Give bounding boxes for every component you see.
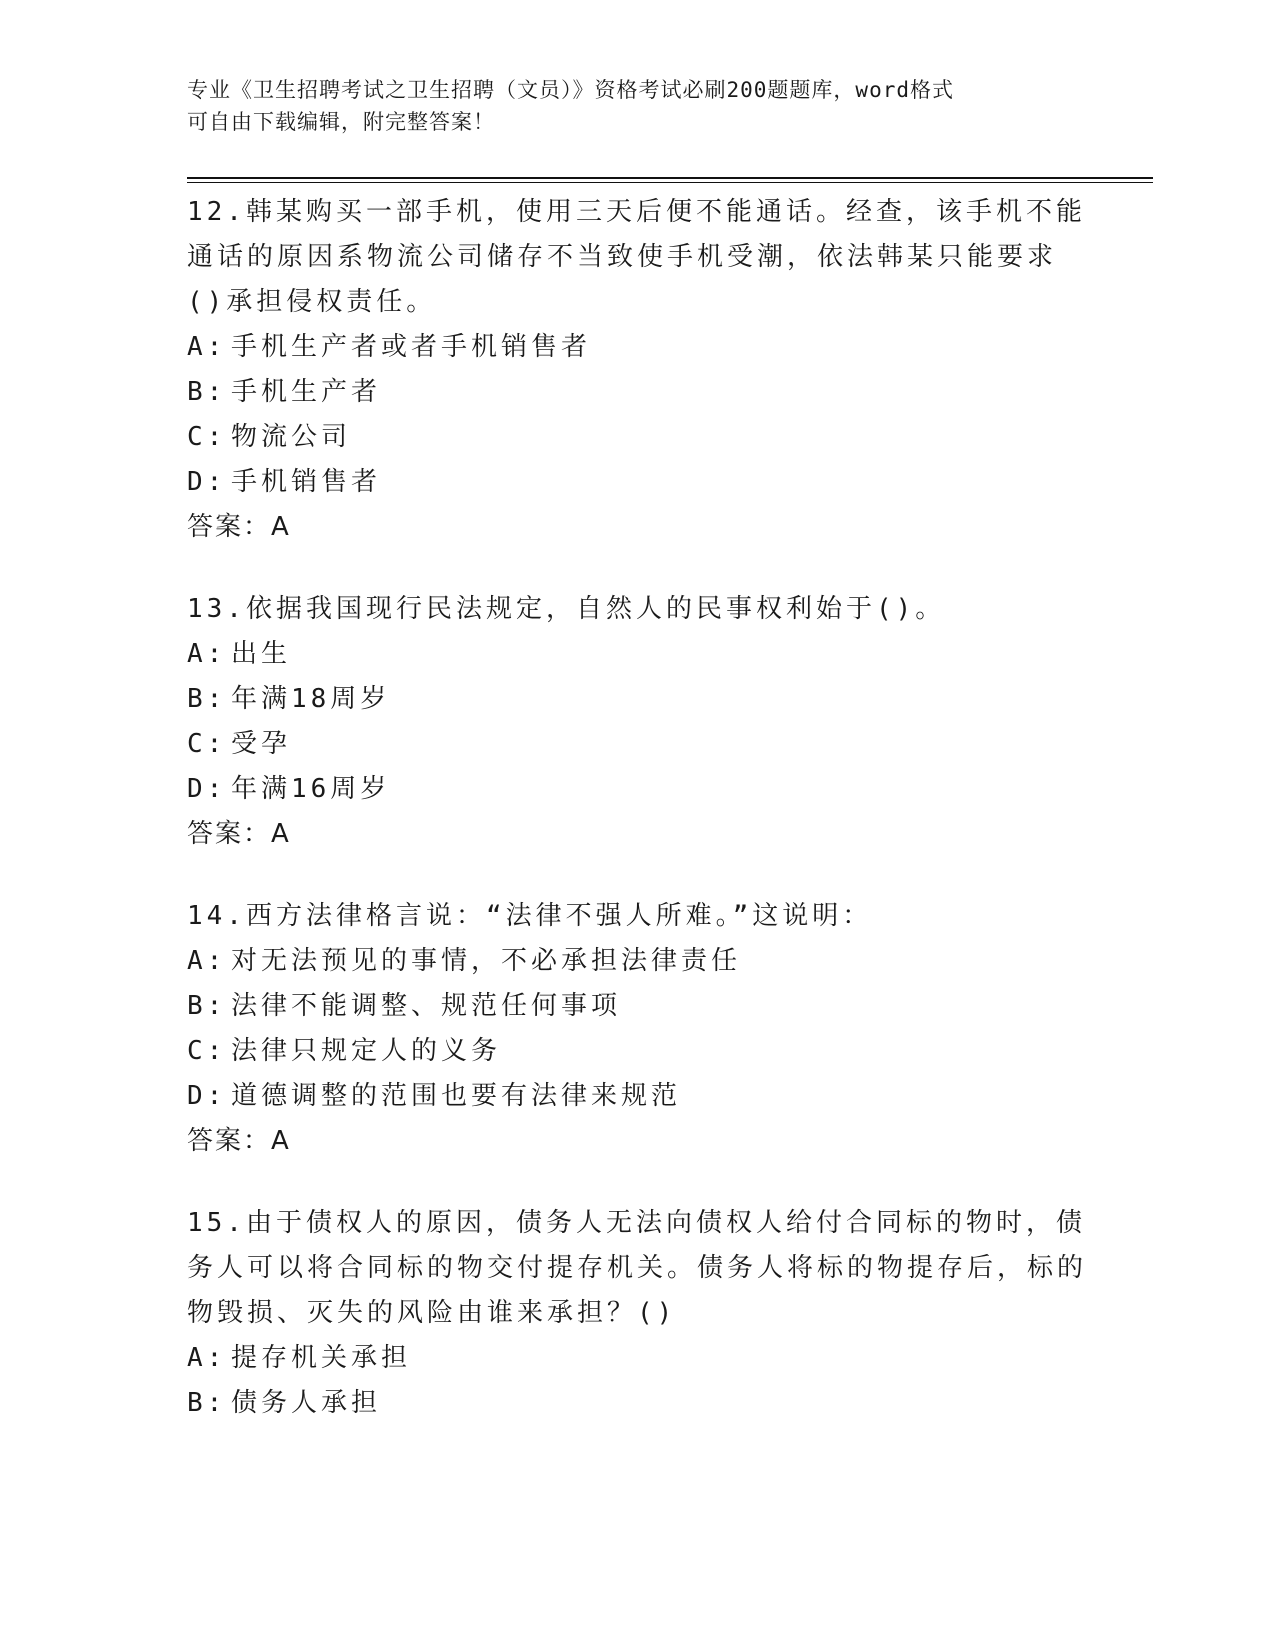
option-c bbox=[187, 1029, 1087, 1074]
option-c bbox=[187, 722, 1087, 767]
option-key: D: bbox=[187, 1081, 227, 1111]
option-text: 道德调整的范围也要有法律来规范 bbox=[231, 1081, 682, 1111]
header-divider-thick bbox=[187, 177, 1153, 179]
option-d bbox=[187, 460, 1087, 505]
option-text: 手机生产者或者手机销售者 bbox=[231, 332, 592, 362]
document-header bbox=[187, 74, 1087, 138]
option-key: C: bbox=[187, 422, 227, 452]
option-key: B: bbox=[187, 684, 227, 714]
option-key: D: bbox=[187, 467, 227, 497]
question-list bbox=[187, 190, 1087, 1463]
option-text: 法律只规定人的义务 bbox=[231, 1036, 502, 1066]
option-key: C: bbox=[187, 1036, 227, 1066]
option-text: 债务人承担 bbox=[231, 1388, 382, 1418]
option-text: 出生 bbox=[231, 639, 292, 669]
option-key: A: bbox=[187, 332, 227, 362]
option-a bbox=[187, 939, 1087, 984]
option-b bbox=[187, 984, 1087, 1029]
option-text: 手机生产者 bbox=[231, 377, 382, 407]
option-key: B: bbox=[187, 377, 227, 407]
header-divider-thin bbox=[187, 182, 1153, 183]
option-key: A: bbox=[187, 1343, 227, 1373]
header-line-1: 专业《卫生招聘考试之卫生招聘（文员）》资格考试必刷200题题库，word格式 bbox=[187, 78, 954, 102]
header-line-2: 可自由下载编辑，附完整答案！ bbox=[187, 110, 495, 134]
option-b bbox=[187, 1381, 1087, 1426]
option-key: D: bbox=[187, 774, 227, 804]
option-b bbox=[187, 370, 1087, 415]
option-key: B: bbox=[187, 991, 227, 1021]
question-stem: 12.韩某购买一部手机，使用三天后便不能通话。经查，该手机不能通话的原因系物流公司储存不当致使手机受潮，依法韩某只能要求()承担侵权责任。 bbox=[187, 197, 1086, 317]
question-stem: 14.西方法律格言说：“法律不强人所难。”这说明： bbox=[187, 901, 873, 931]
option-key: A: bbox=[187, 946, 227, 976]
option-d bbox=[187, 1074, 1087, 1119]
option-text: 物流公司 bbox=[231, 422, 352, 452]
answer-line: 答案：A bbox=[187, 819, 291, 849]
option-text: 受孕 bbox=[231, 729, 292, 759]
answer-line: 答案：A bbox=[187, 1126, 291, 1156]
option-a bbox=[187, 1336, 1087, 1381]
option-text: 年满16周岁 bbox=[231, 774, 391, 804]
option-a bbox=[187, 632, 1087, 677]
option-a bbox=[187, 325, 1087, 370]
question-stem: 15.由于债权人的原因，债务人无法向债权人给付合同标的物时，债务人可以将合同标的物交付提存机关。债务人将标的物提存后，标的物毁损、灭失的风险由谁来承担？() bbox=[187, 1208, 1088, 1328]
question-14 bbox=[187, 894, 1087, 1164]
option-text: 手机销售者 bbox=[231, 467, 382, 497]
option-d bbox=[187, 767, 1087, 812]
question-15 bbox=[187, 1201, 1087, 1426]
question-12 bbox=[187, 190, 1087, 550]
option-b bbox=[187, 677, 1087, 722]
question-13 bbox=[187, 587, 1087, 857]
answer-line: 答案：A bbox=[187, 512, 291, 542]
option-key: B: bbox=[187, 1388, 227, 1418]
option-key: C: bbox=[187, 729, 227, 759]
option-text: 法律不能调整、规范任何事项 bbox=[231, 991, 622, 1021]
question-stem: 13.依据我国现行民法规定，自然人的民事权利始于()。 bbox=[187, 594, 946, 624]
option-c bbox=[187, 415, 1087, 460]
option-text: 提存机关承担 bbox=[231, 1343, 412, 1373]
option-text: 对无法预见的事情，不必承担法律责任 bbox=[231, 946, 742, 976]
option-text: 年满18周岁 bbox=[231, 684, 391, 714]
option-key: A: bbox=[187, 639, 227, 669]
